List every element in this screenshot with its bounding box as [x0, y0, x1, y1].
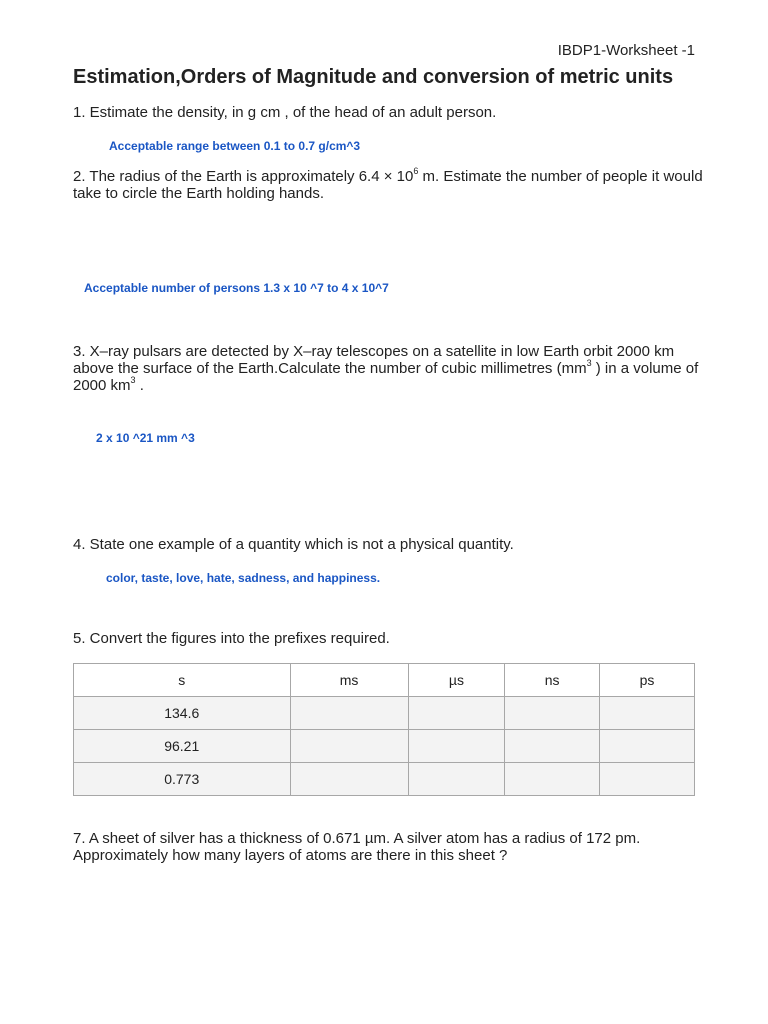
table-cell: 96.21: [74, 730, 291, 763]
table-header: ms: [290, 664, 408, 697]
answer-3: 2 x 10 ^21 mm ^3: [96, 431, 195, 445]
conversion-table: [73, 663, 695, 796]
table-cell[interactable]: [408, 730, 505, 763]
table-header-row: [74, 664, 695, 697]
table-cell[interactable]: [290, 697, 408, 730]
table-cell[interactable]: [290, 730, 408, 763]
table-row: [74, 730, 695, 763]
table-cell[interactable]: [505, 697, 600, 730]
table-cell[interactable]: [505, 730, 600, 763]
table-cell[interactable]: [505, 763, 600, 796]
table-cell[interactable]: [290, 763, 408, 796]
table-header: ps: [600, 664, 695, 697]
answer-1: Acceptable range between 0.1 to 0.7 g/cm^3: [109, 139, 361, 153]
table-row: [74, 697, 695, 730]
question-7: 7. A sheet of silver has a thickness of 0.671 µm. A silver atom has a radius of 172 pm. Approximately how many layers of atoms are there in this sheet ?: [73, 830, 641, 864]
table-cell[interactable]: [600, 697, 695, 730]
answer-2: Acceptable number of persons 1.3 x 10 ^7 to 4 x 10^7: [84, 281, 389, 295]
table-cell[interactable]: [600, 763, 695, 796]
answer-4: color, taste, love, hate, sadness, and happiness.: [106, 571, 381, 585]
question-2: 2. The radius of the Earth is approximately $6.4 \times 10^6$ m. Estimate the number of people it would take to circle the Earth holding hands.: [73, 166, 703, 202]
table-cell: 134.6: [74, 697, 291, 730]
table-cell[interactable]: [600, 730, 695, 763]
question-1: 1. Estimate the density, in g cm , of the head of an adult person.: [73, 104, 497, 121]
question-3: 3. X–ray pulsars are detected by X–ray telescopes on a satellite in low Earth orbit 2000 km above the surface of the Earth.Calculate the number of cubic millimetres ($mm^3$ ) in a volume of 2000 $km^3$ .: [73, 343, 699, 394]
page-title: Estimation,Orders of Magnitude and conversion of metric units: [73, 66, 674, 88]
table-row: [74, 763, 695, 796]
worksheet-label: IBDP1-Worksheet -1: [557, 42, 695, 59]
question-4: 4. State one example of a quantity which is not a physical quantity.: [73, 536, 514, 553]
table-header: µs: [408, 664, 505, 697]
table-cell[interactable]: [408, 763, 505, 796]
table-cell: 0.773: [74, 763, 291, 796]
table-header: ns: [505, 664, 600, 697]
table-header: s: [74, 664, 291, 697]
table-cell[interactable]: [408, 697, 505, 730]
question-5: 5. Convert the figures into the prefixes required.: [73, 630, 390, 647]
